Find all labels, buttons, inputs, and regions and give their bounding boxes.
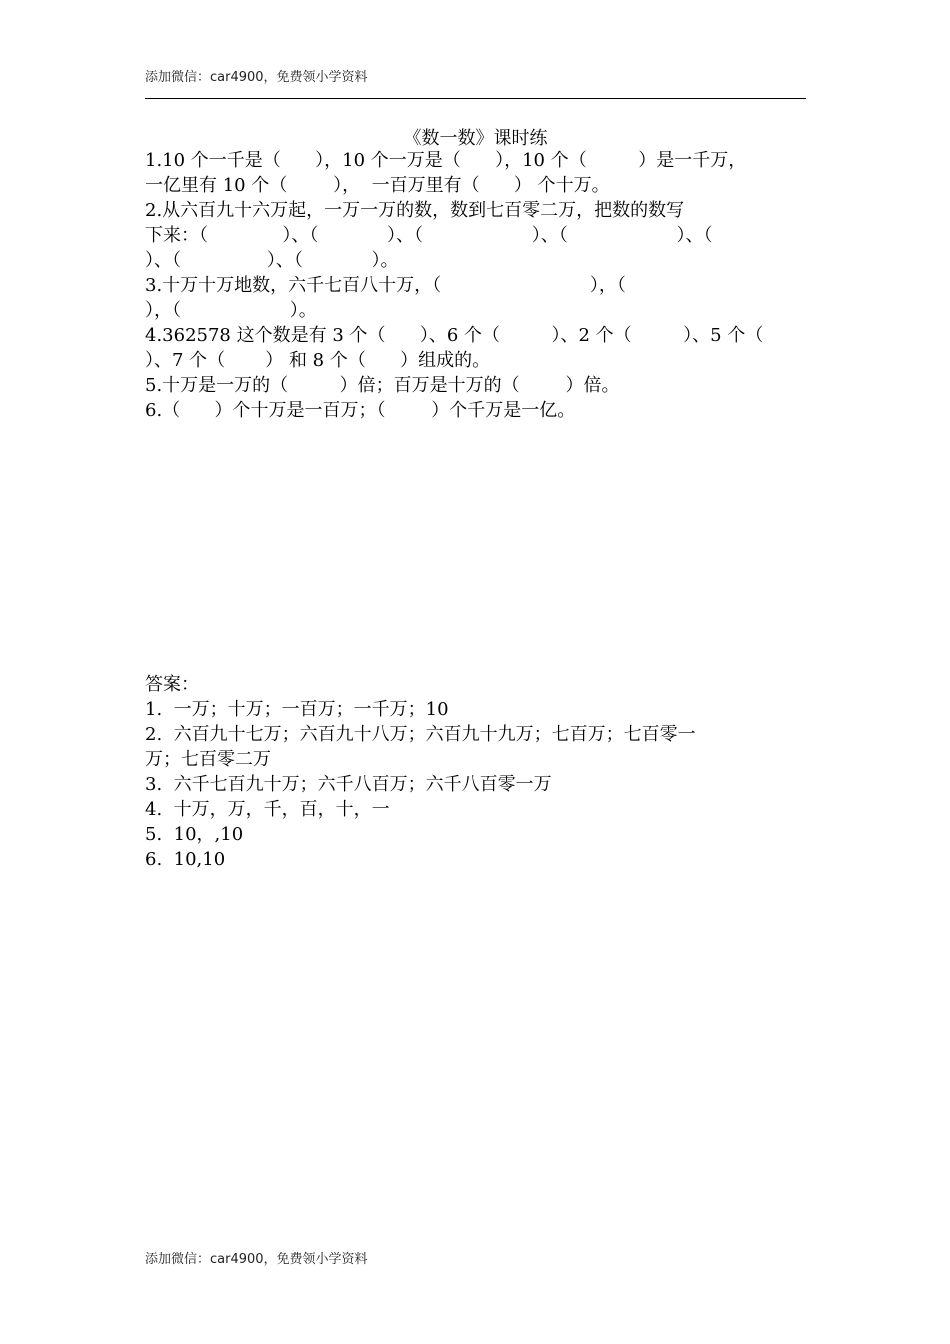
answer-line: 3. 六千七百九十万；六千八百万；六千八百零一万 [145,774,552,795]
answer-line: 4. 十万，万，千，百，十，一 [145,799,390,820]
answers-heading: 答案： [145,674,199,695]
question-line: 2.从六百九十六万起，一万一万的数，数到七百零二万，把数的数写 [145,200,685,221]
header-note: 添加微信：car4900，免费领小学资料 [145,70,368,85]
question-line: 一亿里有 10 个（ ）， 一百万里有（ ） 个十万。 [145,175,610,196]
answer-line: 万；七百零二万 [145,749,271,770]
header-divider [145,98,806,99]
answer-line: 6. 10,10 [145,849,226,870]
question-line: 1.10 个一千是（ ），10 个一万是（ ），10 个（ ）是一千万， [145,150,747,171]
question-line: 5.十万是一万的（ ）倍；百万是十万的（ ）倍。 [145,375,620,396]
question-line: ）、（ ）、（ ）。 [145,250,399,271]
answer-line: 5. 10，,10 [145,824,244,845]
answer-line: 1. 一万；十万；一百万；一千万；10 [145,699,449,720]
question-line: 6.（ ）个十万是一百万；（ ）个千万是一亿。 [145,400,576,421]
answer-block [145,673,817,873]
question-line: ），（ ）。 [145,300,317,321]
question-block [145,148,817,423]
document-title: 《数一数》课时练 [403,128,548,149]
question-line: 下来：（ ）、（ ）、（ ）、（ ）、（ [145,225,713,246]
question-line: 3.十万十万地数，六千七百八十万，（ ），（ [145,275,626,296]
question-line: 4.362578 这个数是有 3 个（ ）、6 个（ ）、2 个（ ）、5 个（ [145,325,764,346]
footer-note: 添加微信：car4900，免费领小学资料 [145,1252,368,1267]
question-line: ）、7 个（ ） 和 8 个（ ）组成的。 [145,350,491,371]
answer-line: 2. 六百九十七万；六百九十八万；六百九十九万；七百万；七百零一 [145,724,696,745]
